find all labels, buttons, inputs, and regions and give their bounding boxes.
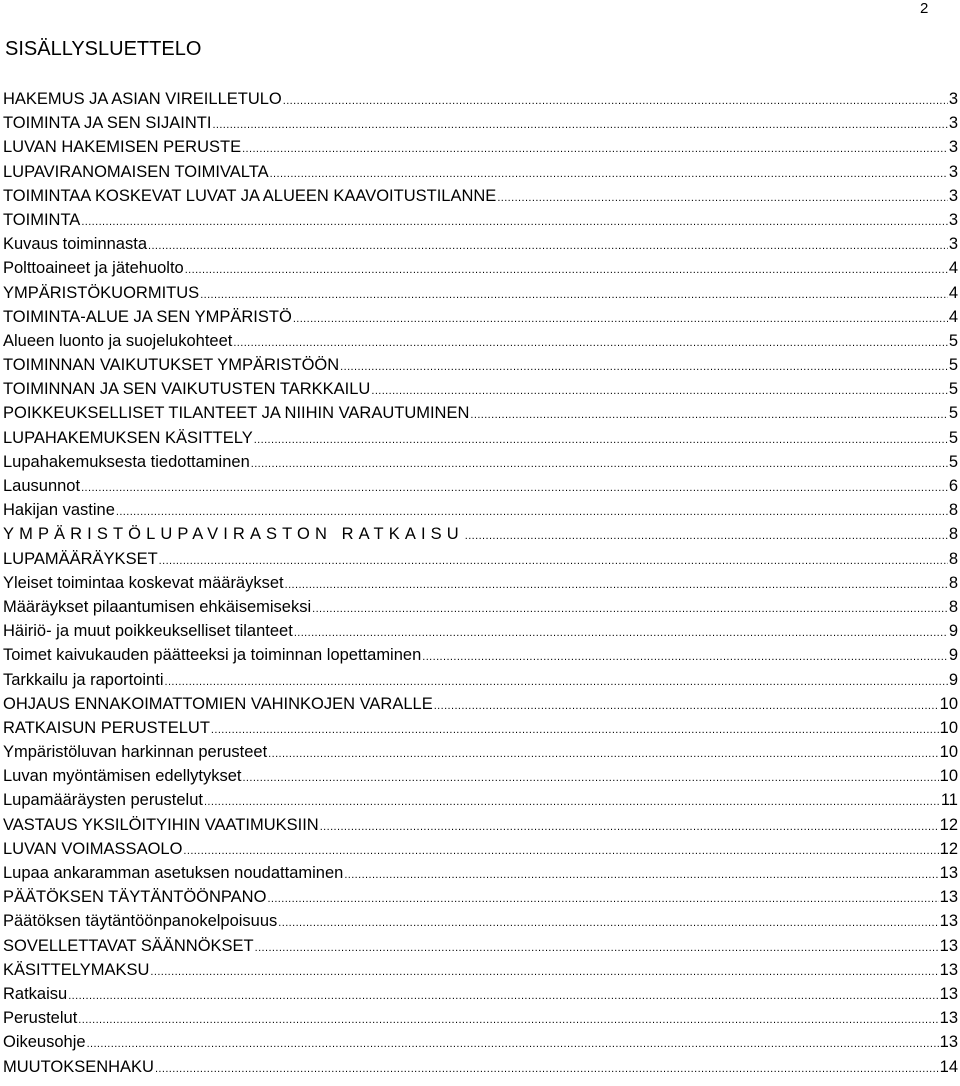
- toc-entry[interactable]: [3, 87, 958, 111]
- toc-entry[interactable]: [3, 305, 958, 329]
- toc-dot-leader: [497, 186, 948, 210]
- toc-dot-leader: [422, 645, 948, 669]
- toc-entry[interactable]: [3, 595, 958, 619]
- toc-dot-leader: [165, 670, 948, 694]
- toc-entry-label: Hakijan vastine: [3, 501, 115, 520]
- toc-dot-leader: [267, 887, 938, 911]
- toc-dot-leader: [470, 403, 947, 427]
- toc-entry-page: 3: [948, 90, 958, 108]
- toc-entry-label: VASTAUS YKSILÖITYIHIN VAATIMUKSIIN: [3, 815, 319, 834]
- toc-dot-leader: [211, 718, 939, 742]
- toc-entry[interactable]: [3, 281, 958, 305]
- toc-entry-page: 3: [948, 138, 958, 157]
- toc-dot-leader: [465, 524, 948, 548]
- page-number: 2: [920, 0, 929, 17]
- toc-entry-label: HAKEMUS JA ASIAN VIREILLETULO: [3, 90, 282, 108]
- toc-dot-leader: [116, 500, 948, 524]
- toc-entry[interactable]: [3, 934, 958, 958]
- toc-entry[interactable]: [3, 692, 958, 716]
- toc-entry[interactable]: [3, 426, 958, 450]
- toc-entry-label: Perustelut: [3, 1009, 78, 1028]
- toc-entry-page: 9: [948, 670, 958, 689]
- toc-dot-leader: [185, 258, 948, 282]
- toc-entry[interactable]: [3, 160, 958, 184]
- toc-entry[interactable]: [3, 450, 958, 474]
- toc-entry[interactable]: [3, 788, 958, 812]
- toc-dot-leader: [344, 863, 938, 887]
- toc-entry-page: 8: [948, 573, 958, 592]
- toc-entry-page: 13: [939, 888, 958, 907]
- toc-dot-leader: [278, 911, 938, 935]
- toc-entry-label: TOIMINTA: [3, 210, 81, 229]
- toc-dot-leader: [434, 694, 939, 718]
- toc-entry[interactable]: [3, 1055, 958, 1079]
- toc-entry-label: Lausunnot: [3, 477, 81, 495]
- toc-entry-page: 10: [939, 718, 958, 737]
- toc-entry-label: Ratkaisu: [3, 984, 68, 1003]
- toc-entry-label: RATKAISUN PERUSTELUT: [3, 718, 210, 737]
- toc-entry-page: 8: [948, 525, 958, 544]
- toc-entry-label: TOIMINTA-ALUE JA SEN YMPÄRISTÖ: [3, 307, 292, 326]
- toc-entry-label: LUPAVIRANOMAISEN TOIMIVALTA: [3, 162, 269, 181]
- toc-entry-label: Määräykset pilaantumisen ehkäisemiseksi: [3, 597, 312, 616]
- toc-entry-page: 13: [939, 1033, 958, 1052]
- toc-dot-leader: [283, 89, 948, 113]
- toc-entry-label: Kuvaus toiminnasta: [3, 235, 147, 254]
- toc-entry[interactable]: [3, 377, 958, 401]
- toc-dot-leader: [81, 476, 948, 500]
- toc-entry-page: 5: [948, 380, 958, 399]
- toc-entry-label: YMPÄRISTÖKUORMITUS: [3, 283, 200, 302]
- toc-dot-leader: [159, 549, 948, 573]
- toc-entry[interactable]: [3, 643, 958, 667]
- toc-dot-leader: [242, 137, 948, 161]
- toc-entry[interactable]: [3, 958, 958, 982]
- toc-entry-label: Ympäristöluvan harkinnan perusteet: [3, 743, 268, 762]
- toc-dot-leader: [270, 162, 948, 186]
- toc-entry[interactable]: [3, 885, 958, 909]
- toc-entry-label: POIKKEUKSELLISET TILANTEET JA NIIHIN VARAUTUMINEN: [3, 404, 470, 423]
- toc-entry[interactable]: [3, 498, 958, 522]
- toc-entry-label: Häiriö- ja muut poikkeukselliset tilanteet: [3, 622, 293, 641]
- toc-entry-page: 4: [948, 259, 958, 278]
- toc-entry[interactable]: [3, 813, 958, 837]
- toc-entry-label: LUPAMÄÄRÄYKSET: [3, 549, 158, 568]
- toc-entry-page: 10: [939, 767, 958, 786]
- toc-entry[interactable]: [3, 571, 958, 595]
- toc-dot-leader: [242, 766, 938, 790]
- toc-entry[interactable]: [3, 1006, 958, 1030]
- toc-dot-leader: [251, 452, 948, 476]
- toc-entry[interactable]: [3, 1030, 958, 1054]
- toc-entry[interactable]: [3, 740, 958, 764]
- toc-entry[interactable]: [3, 256, 958, 280]
- toc-entry[interactable]: [3, 547, 958, 571]
- toc-entry-page: 9: [948, 646, 958, 665]
- toc-entry[interactable]: [3, 474, 958, 498]
- toc-entry-page: 3: [948, 114, 958, 133]
- toc-entry-page: 13: [939, 960, 958, 979]
- toc-entry-label: TOIMINTA JA SEN SIJAINTI: [3, 114, 212, 133]
- toc-entry-page: 3: [948, 210, 958, 229]
- toc-entry-label: Tarkkailu ja raportointi: [3, 670, 164, 689]
- toc-dot-leader: [254, 428, 948, 452]
- toc-entry-label: PÄÄTÖKSEN TÄYTÄNTÖÖNPANO: [3, 888, 267, 907]
- toc-entry-page: 6: [948, 477, 958, 495]
- toc-dot-leader: [183, 839, 938, 863]
- toc-entry[interactable]: [3, 764, 958, 788]
- table-of-contents: [3, 87, 958, 1079]
- toc-entry-page: 5: [948, 331, 958, 350]
- toc-entry[interactable]: [3, 232, 958, 256]
- toc-dot-leader: [320, 815, 939, 839]
- toc-dot-leader: [204, 790, 940, 814]
- toc-dot-leader: [212, 113, 947, 137]
- toc-dot-leader: [312, 597, 948, 621]
- toc-dot-leader: [150, 960, 938, 984]
- toc-entry-label: Toimet kaivukauden päätteeksi ja toiminnan lopettaminen: [3, 646, 422, 665]
- toc-entry-label: LUVAN HAKEMISEN PERUSTE: [3, 138, 242, 157]
- toc-entry-label: Polttoaineet ja jätehuolto: [3, 259, 184, 278]
- toc-entry-page: 5: [948, 452, 958, 471]
- toc-entry-page: 13: [939, 984, 958, 1003]
- toc-entry-page: 11: [940, 791, 958, 810]
- toc-entry-page: 3: [948, 162, 958, 181]
- toc-dot-leader: [148, 234, 948, 258]
- toc-entry-page: 8: [948, 549, 958, 568]
- toc-entry-label: KÄSITTELYMAKSU: [3, 960, 150, 979]
- toc-entry-label: TOIMINTAA KOSKEVAT LUVAT JA ALUEEN KAAVOITUSTILANNE: [3, 186, 497, 205]
- toc-entry-label: Lupamääräysten perustelut: [3, 791, 203, 810]
- toc-entry-label: Lupaa ankaramman asetuksen noudattaminen: [3, 864, 344, 882]
- toc-entry-label: Päätöksen täytäntöönpanokelpoisuus: [3, 912, 278, 931]
- toc-entry[interactable]: [3, 135, 958, 159]
- toc-entry[interactable]: [3, 522, 958, 546]
- toc-entry-label: MUUTOKSENHAKU: [3, 1057, 154, 1076]
- toc-dot-leader: [81, 210, 948, 234]
- toc-entry-page: 10: [939, 694, 958, 713]
- toc-dot-leader: [87, 1032, 939, 1056]
- toc-dot-leader: [255, 936, 939, 960]
- toc-entry-label: Oikeusohje: [3, 1033, 86, 1052]
- toc-entry-page: 8: [948, 597, 958, 616]
- toc-entry-label: Lupahakemuksesta tiedottaminen: [3, 452, 250, 471]
- toc-dot-leader: [268, 742, 938, 766]
- toc-entry-page: 5: [948, 404, 958, 423]
- toc-entry-page: 13: [939, 936, 958, 955]
- toc-entry[interactable]: [3, 837, 958, 861]
- toc-entry[interactable]: [3, 329, 958, 353]
- toc-entry[interactable]: [3, 208, 958, 232]
- toc-entry-page: 3: [948, 235, 958, 254]
- toc-entry-page: 5: [948, 356, 958, 375]
- toc-entry-page: 14: [939, 1057, 958, 1076]
- toc-dot-leader: [78, 1008, 938, 1032]
- page-title: SISÄLLYSLUETTELO: [5, 38, 202, 60]
- toc-entry[interactable]: [3, 716, 958, 740]
- toc-entry-page: 8: [948, 501, 958, 520]
- toc-entry-page: 13: [939, 1009, 958, 1028]
- toc-entry-label: LUPAHAKEMUKSEN KÄSITTELY: [3, 428, 253, 447]
- toc-dot-leader: [340, 355, 948, 379]
- toc-entry[interactable]: [3, 401, 958, 425]
- toc-entry-label: OHJAUS ENNAKOIMATTOMIEN VAHINKOJEN VARALLE: [3, 694, 433, 713]
- toc-dot-leader: [233, 331, 947, 355]
- toc-entry-page: 12: [939, 839, 958, 858]
- toc-entry-label: TOIMINNAN VAIKUTUKSET YMPÄRISTÖÖN: [3, 356, 340, 375]
- toc-dot-leader: [293, 307, 948, 331]
- toc-entry[interactable]: [3, 619, 958, 643]
- toc-entry-label: Alueen luonto ja suojelukohteet: [3, 331, 233, 350]
- toc-entry-page: 12: [939, 815, 958, 834]
- toc-entry-label: TOIMINNAN JA SEN VAIKUTUSTEN TARKKAILU: [3, 380, 371, 399]
- toc-entry-page: 10: [939, 743, 958, 762]
- toc-dot-leader: [371, 379, 947, 403]
- toc-dot-leader: [200, 283, 948, 307]
- toc-entry[interactable]: [3, 184, 958, 208]
- toc-entry-page: 13: [939, 912, 958, 931]
- toc-entry-label: LUVAN VOIMASSAOLO: [3, 839, 183, 858]
- toc-entry[interactable]: [3, 861, 958, 885]
- toc-entry-label: SOVELLETTAVAT SÄÄNNÖKSET: [3, 936, 254, 955]
- toc-entry[interactable]: [3, 982, 958, 1006]
- toc-entry-page: 4: [948, 283, 958, 302]
- toc-entry[interactable]: [3, 111, 958, 135]
- toc-dot-leader: [155, 1057, 939, 1081]
- toc-entry-page: 4: [948, 307, 958, 326]
- toc-entry[interactable]: [3, 909, 958, 933]
- toc-entry-page: 13: [939, 864, 958, 882]
- toc-entry-page: 5: [948, 428, 958, 447]
- toc-entry-label: Yleiset toimintaa koskevat määräykset: [3, 573, 284, 592]
- toc-entry-label: YMPÄRISTÖLUPAVIRASTON RATKAISU: [3, 525, 464, 544]
- toc-entry[interactable]: [3, 668, 958, 692]
- toc-dot-leader: [285, 573, 948, 597]
- toc-entry-label: Luvan myöntämisen edellytykset: [3, 767, 242, 786]
- toc-entry-page: 9: [948, 622, 958, 641]
- toc-dot-leader: [294, 621, 948, 645]
- toc-dot-leader: [68, 984, 938, 1008]
- toc-entry-page: 3: [948, 186, 958, 205]
- toc-entry[interactable]: [3, 353, 958, 377]
